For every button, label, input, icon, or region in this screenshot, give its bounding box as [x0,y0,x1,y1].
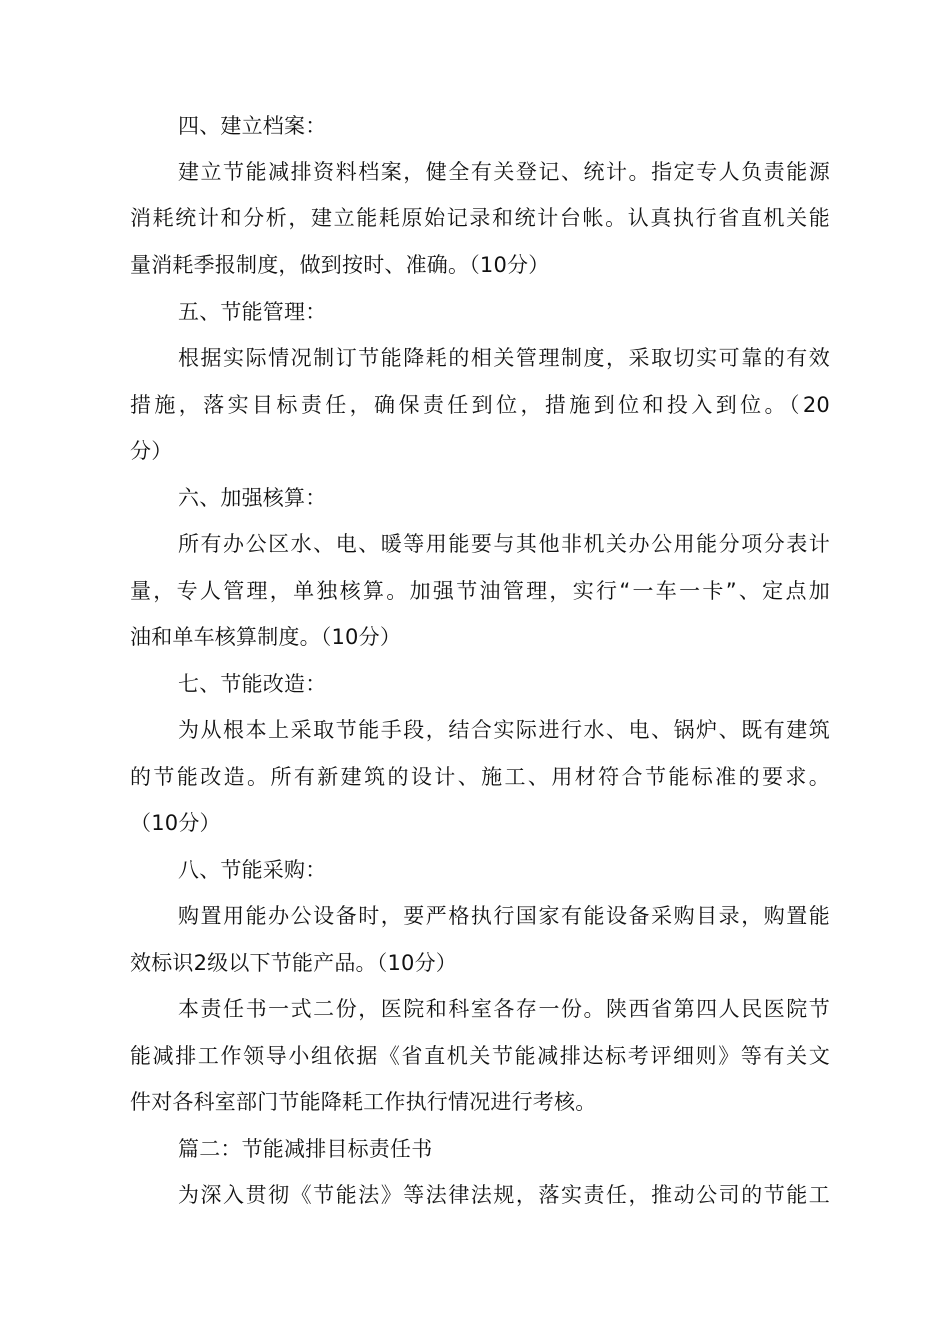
paragraph-line: 本责任书一式二份，医院和科室各存一份。陕西省第四人民医院节 [178,997,830,1021]
paragraph-line: 措施，落实目标责任，确保责任到位，措施到位和投入到位。（20 [130,393,830,417]
section-heading: 六、加强核算： [178,486,327,510]
paragraph-line: 分） [130,439,173,463]
part-title: 篇二：节能减排目标责任书 [178,1137,433,1161]
paragraph-line: 根据实际情况制订节能降耗的相关管理制度，采取切实可靠的有效 [178,346,830,370]
paragraph-line: 消耗统计和分析，建立能耗原始记录和统计台帐。认真执行省直机关能 [130,206,830,230]
paragraph-line: 购置用能办公设备时，要严格执行国家有能设备采购目录，购置能 [178,904,830,928]
section-heading: 四、建立档案： [178,114,327,138]
paragraph-line: 为从根本上采取节能手段，结合实际进行水、电、锅炉、既有建筑 [178,718,830,742]
paragraph-line: （10分） [130,811,221,835]
paragraph-line: 所有办公区水、电、暖等用能要与其他非机关办公用能分项分表计 [178,532,830,556]
paragraph-line: 建立节能减排资料档案，健全有关登记、统计。指定专人负责能源 [178,160,830,184]
section-heading: 八、节能采购： [178,858,327,882]
paragraph-line: 油和单车核算制度。（10分） [130,625,402,649]
paragraph-line: 量消耗季报制度，做到按时、准确。（10分） [130,253,550,277]
section-heading: 五、节能管理： [178,300,327,324]
paragraph-line: 效标识2级以下节能产品。（10分） [130,951,457,975]
paragraph-line: 的节能改造。所有新建筑的设计、施工、用材符合节能标准的要求。 [130,765,830,789]
paragraph-line: 为深入贯彻《节能法》等法律法规，落实责任，推动公司的节能工 [178,1183,830,1207]
section-heading: 七、节能改造： [178,672,327,696]
paragraph-line: 件对各科室部门节能降耗工作执行情况进行考核。 [130,1090,597,1114]
paragraph-line: 量，专人管理，单独核算。加强节油管理，实行“一车一卡”、定点加 [130,579,830,603]
paragraph-line: 能减排工作领导小组依据《省直机关节能减排达标考评细则》等有关文 [130,1044,830,1068]
